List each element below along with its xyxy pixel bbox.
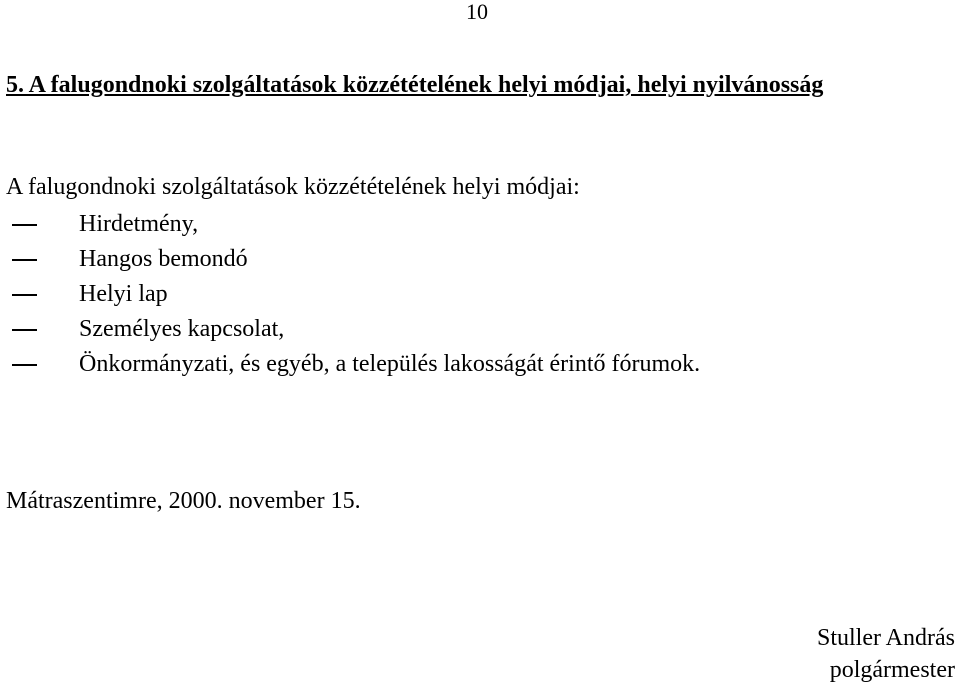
place-date: Mátraszentimre, 2000. november 15.	[6, 488, 361, 514]
dash-bullet-icon	[12, 259, 37, 261]
dash-bullet-icon	[12, 329, 37, 331]
dash-bullet-icon	[12, 294, 37, 296]
section-heading: 5. A falugondnoki szolgáltatások közzétételének helyi módjai, helyi nyilvánosság	[6, 72, 824, 98]
page-number: 10	[466, 0, 488, 24]
signature-block	[817, 622, 955, 686]
signatory-title: polgármester	[829, 657, 955, 683]
list-item-text: Helyi lap	[79, 281, 168, 307]
list-item-text: Személyes kapcsolat,	[79, 316, 285, 342]
intro-text: A falugondnoki szolgáltatások közzétételének helyi módjai:	[6, 174, 580, 200]
dash-bullet-icon	[12, 364, 37, 366]
signatory-name: Stuller András	[817, 625, 955, 651]
dash-bullet-icon	[12, 224, 37, 226]
list-item-text: Hangos bemondó	[79, 246, 248, 272]
list-item-text: Hirdetmény,	[79, 211, 199, 237]
list-item-text: Önkormányzati, és egyéb, a település lakosságát érintő fórumok.	[79, 351, 701, 377]
